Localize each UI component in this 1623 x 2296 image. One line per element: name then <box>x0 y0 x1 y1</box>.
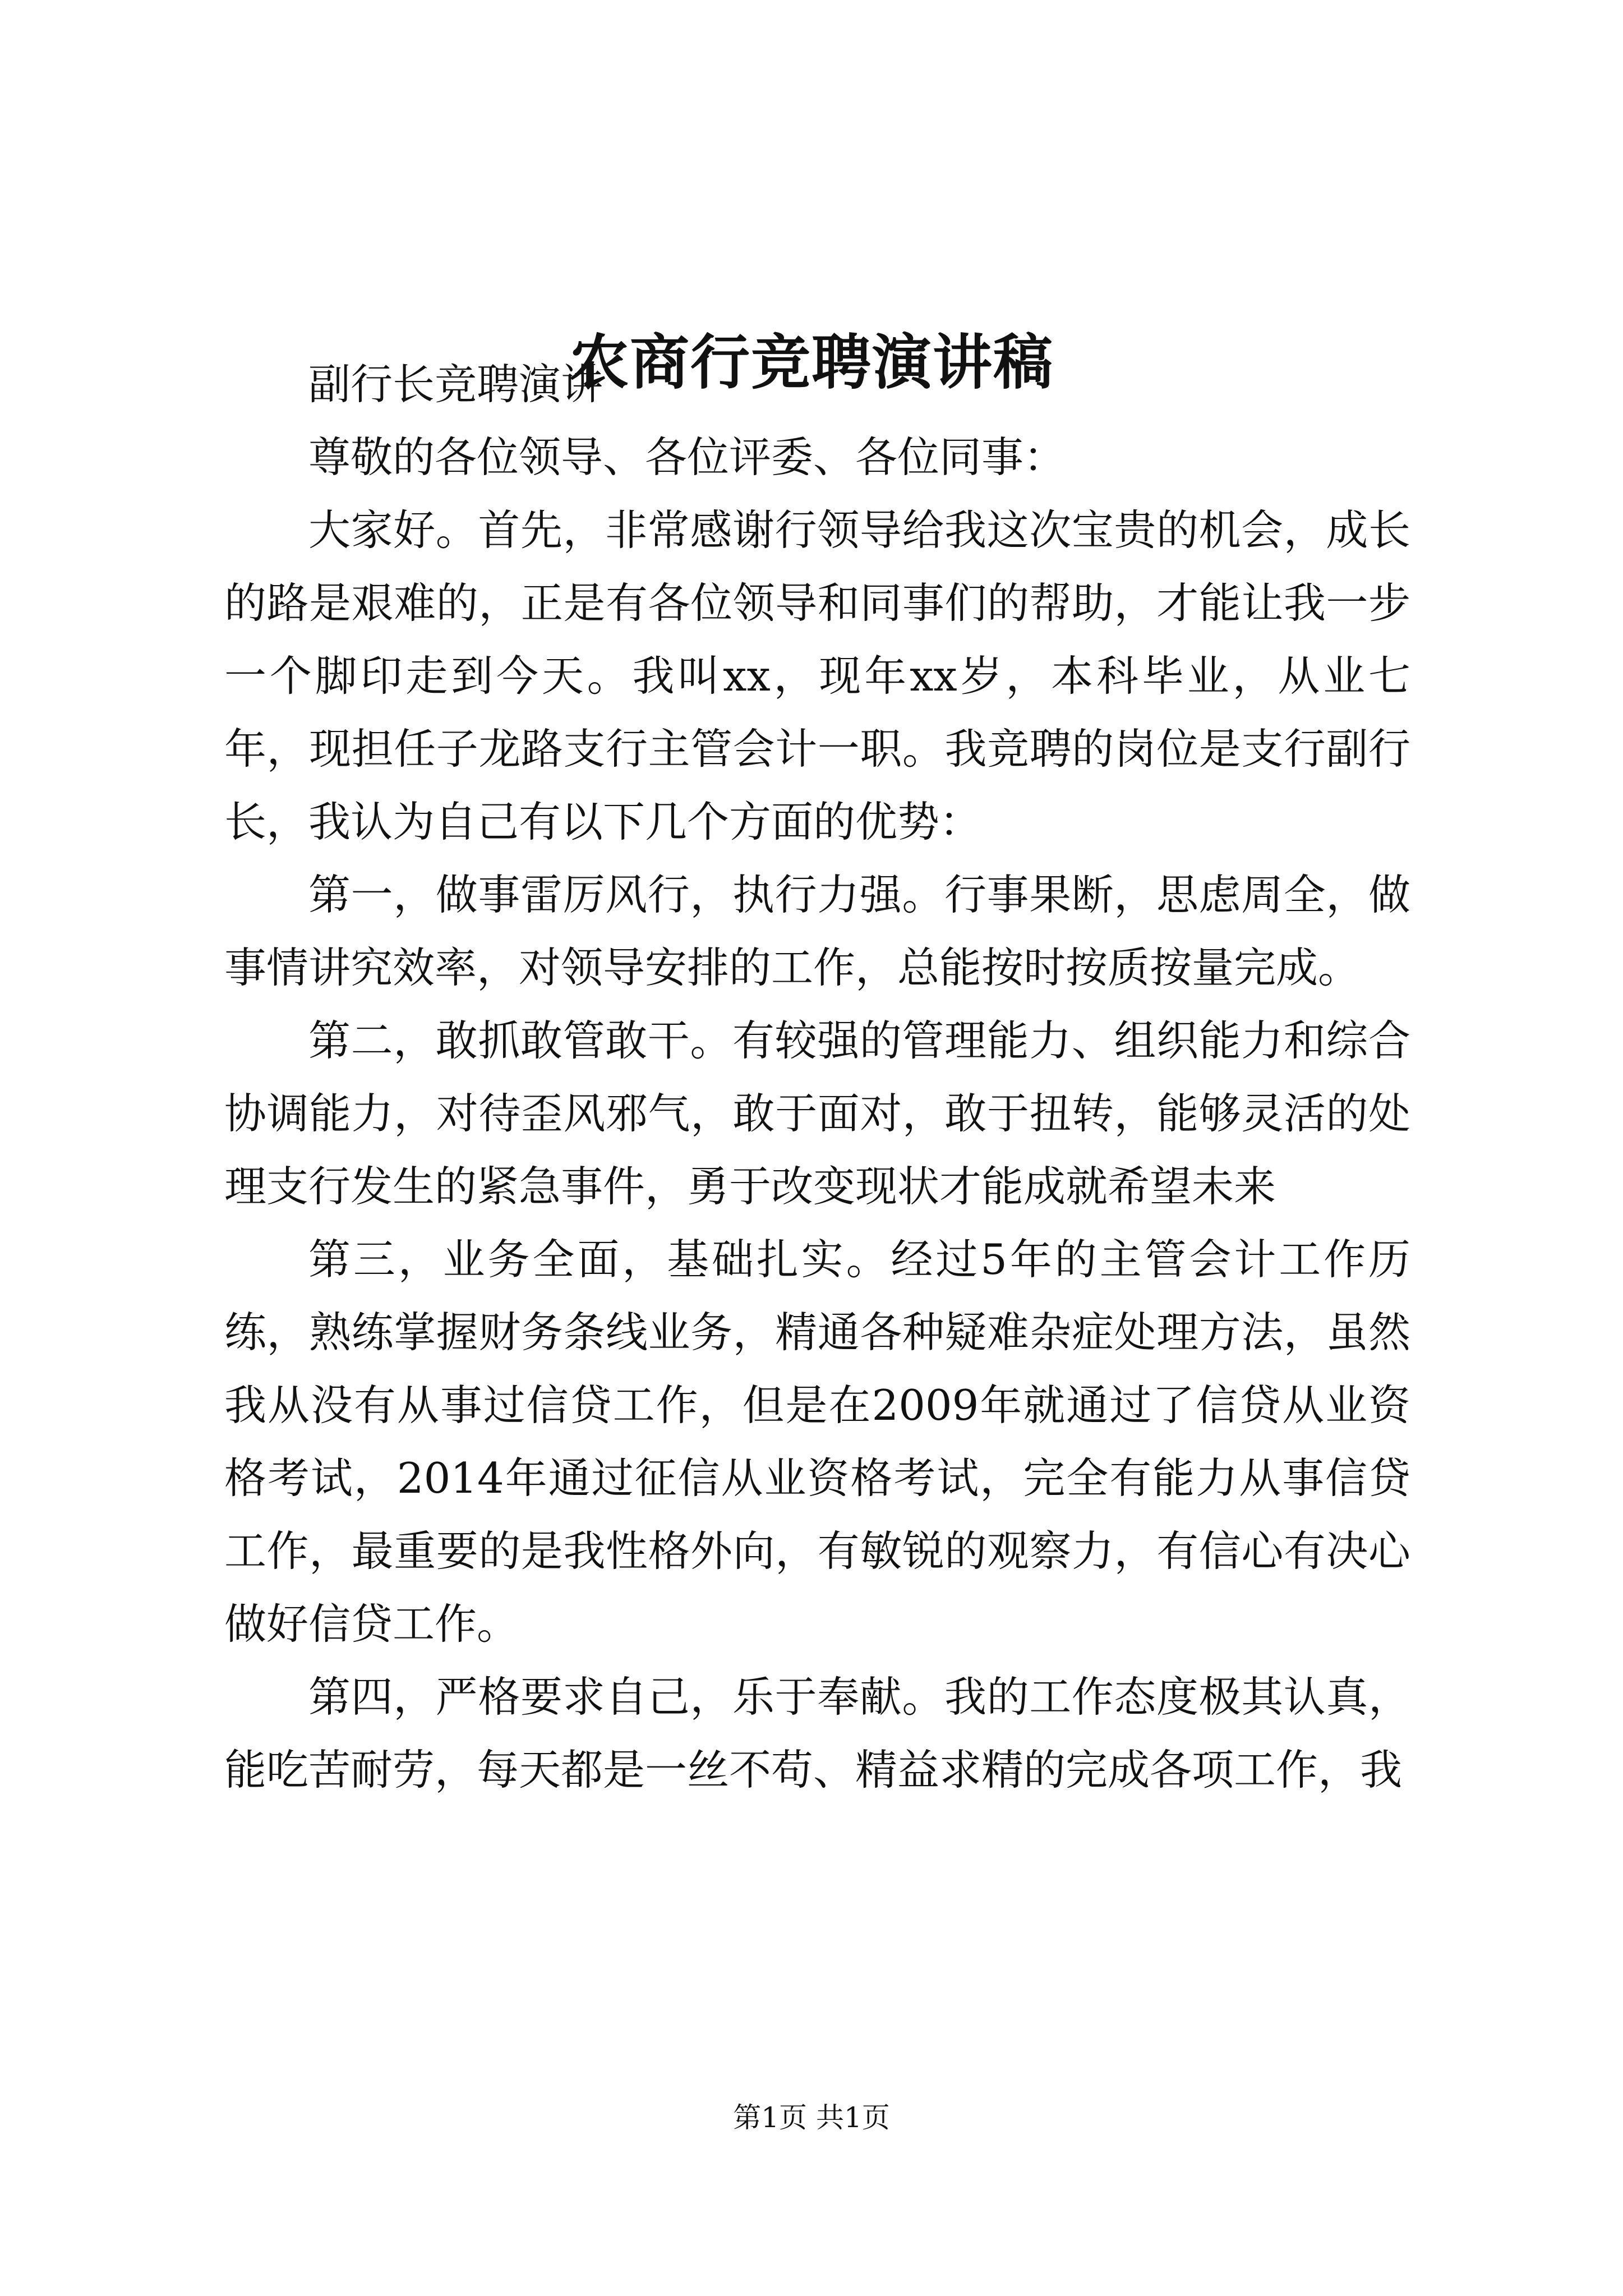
paragraph-introduction: 大家好。首先，非常感谢行领导给我这次宝贵的机会，成长的路是艰难的，正是有各位领导和同事们的帮助，才能让我一步一个脚印走到今天。我叫xx，现年xx岁，本科毕业，从业七年，现担任子龙路支行主管会计一职。我竞聘的岗位是支行副行长，我认为自己有以下几个方面的优势： <box>224 505 1410 846</box>
paragraph-point-four: 第四，严格要求自己，乐于奉献。我的工作态度极其认真，能吃苦耐劳，每天都是一丝不苟、精益求精的完成各项工作，我 <box>224 1672 1410 1795</box>
paragraph-subtitle: 副行长竞聘演讲 <box>308 360 603 409</box>
document-title: 农商行竞聘演讲稿 <box>569 327 1054 398</box>
paragraph-salutation: 尊敬的各位领导、各位评委、各位同事： <box>308 432 1066 482</box>
paragraph-point-one: 第一，做事雷厉风行，执行力强。行事果断，思虑周全，做事情讲究效率，对领导安排的工作，总能按时按质按量完成。 <box>224 870 1410 992</box>
paragraph-point-three: 第三，业务全面，基础扎实。经过5年的主管会计工作历练，熟练掌握财务条线业务，精通各种疑难杂症处理方法，虽然我从没有从事过信贷工作，但是在2009年就通过了信贷从业资格考试，2014年通过征信从业资格考试，完全有能力从事信贷工作，最重要的是我性格外向，有敏锐的观察力，有信心有决心做好信贷工作。 <box>224 1235 1410 1649</box>
page-footer: 第1页 共1页 <box>733 2101 890 2134</box>
document-body <box>224 348 1410 1806</box>
paragraph-point-two: 第二，敢抓敢管敢干。有较强的管理能力、组织能力和综合协调能力，对待歪风邪气，敢于面对，敢于扭转，能够灵活的处理支行发生的紧急事件，勇于改变现状才能成就希望未来 <box>224 1016 1410 1211</box>
